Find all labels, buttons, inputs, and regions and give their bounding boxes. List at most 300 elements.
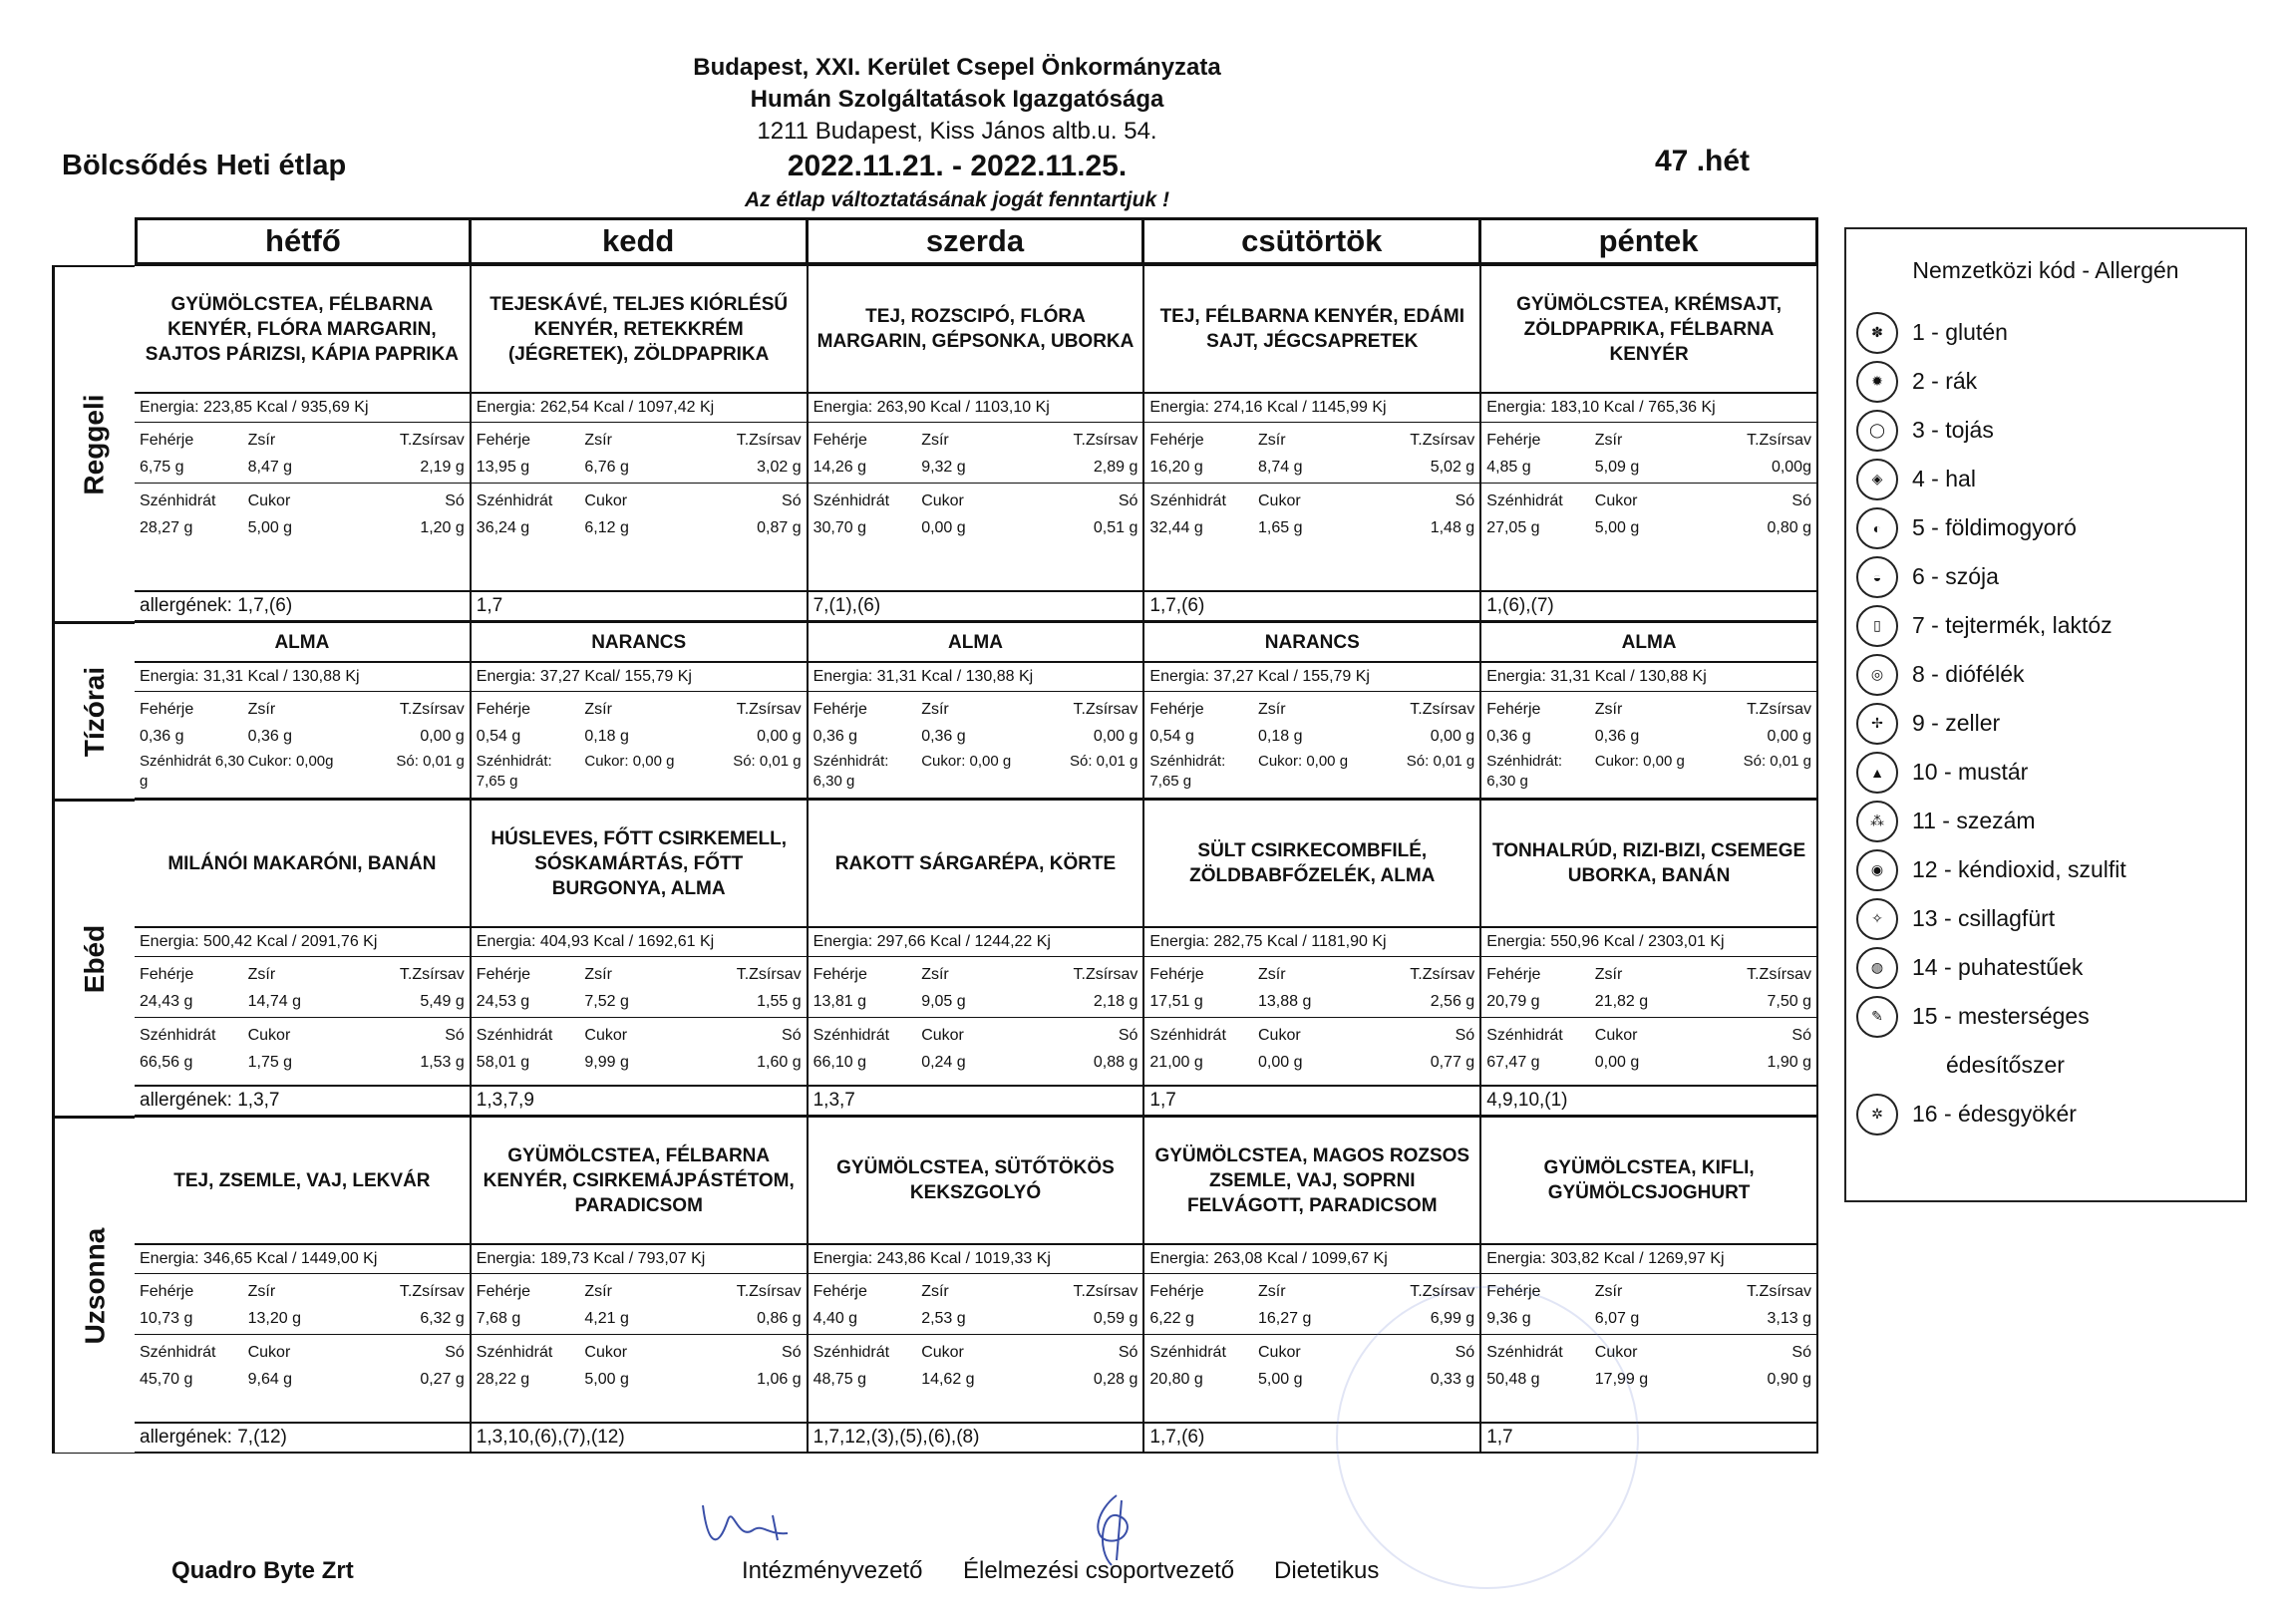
spacer [1481,1078,1816,1085]
nutrient-labels-2 [472,483,807,513]
meal-label-text: Reggeli [79,393,111,495]
legend-item-2 [1846,357,2245,406]
protein-value: 24,53 g [476,993,530,1010]
spacer [135,1395,470,1422]
sugar-label: Cukor [584,1027,628,1044]
spacer [1144,1078,1479,1085]
salt-label: Só [1118,1027,1138,1044]
carb-label: Szénhidrát [1149,492,1226,509]
legend-item-12 [1846,845,2245,894]
nutrient-labels-2 [1481,483,1816,513]
legend-label: 11 - szezám [1912,808,2036,833]
menu-text: TEJ, ZSEMLE, VAJ, LEKVÁR [135,1118,470,1245]
fat-label: Zsír [1257,1283,1286,1300]
fat-value: 0,36 g [1594,728,1640,745]
spacer [809,1395,1143,1422]
sugar-label: Cukor [247,1027,291,1044]
nutrient-values-1 [1144,722,1479,752]
nutrient-labels-1 [135,1274,470,1304]
salt-value: 0,28 g [1093,1371,1138,1388]
carb-label: Szénhidrát [812,1027,890,1044]
salt-value: 1,90 g [1767,1054,1811,1071]
tfat-value: 1,55 g [757,993,802,1010]
carb-label: Szénhidrát [140,492,216,509]
fat-value: 9,32 g [921,459,966,476]
salt-label: Só [1791,1027,1811,1044]
wheat-icon: ✽ [1856,312,1898,354]
menu-text: GYÜMÖLCSTEA, FÉLBARNA KENYÉR, FLÓRA MARGARIN, SAJTOS PÁRIZSI, KÁPIA PAPRIKA [135,266,470,394]
fat-label: Zsír [247,966,276,983]
protein-label: Fehérje [1149,432,1204,449]
legend-label: 4 - hal [1912,466,1976,491]
carb-label: Szénhidrát [812,492,890,509]
nutrient-labels-2 [135,1017,470,1048]
protein-value: 13,81 g [812,993,866,1010]
header-line1: Budapest, XXI. Kerület Csepel Önkormányzata [693,54,1221,81]
tfat-value: 0,00 g [757,728,802,745]
energy-value: Energia: 263,90 Kcal / 1103,10 Kj [809,394,1143,423]
nutrient-labels-1 [472,423,807,453]
carb-value: 20,80 g [1149,1371,1203,1388]
nutrient-values-2 [1481,1048,1816,1078]
menu-cell-reggeli-3 [1144,265,1481,622]
crab-icon: ✹ [1856,361,1898,403]
signature-label-dietitian: Dietetikus [1274,1557,1380,1584]
sugar-label: Cukor [1594,492,1638,509]
nutrient-labels-2 [472,1017,807,1048]
spacer [1144,543,1479,590]
salt-label: Só [1791,1344,1811,1361]
nutrient-values-2 [809,752,1143,792]
tfat-label: T.Zsírsav [399,432,465,449]
protein-value: 0,36 g [812,728,858,745]
energy-value: Energia: 243,86 Kcal / 1019,33 Kj [809,1245,1143,1274]
fat-label: Zsír [584,432,612,449]
sugar-value: 0,00 g [921,519,966,536]
menu-text: TONHALRÚD, RIZI-BIZI, CSEMEGE UBORKA, BANÁN [1481,801,1816,928]
signature-label-director: Intézményvezető [742,1557,923,1584]
salt-label: Só [445,492,465,509]
carb-value: 66,10 g [812,1054,866,1071]
nutrient-labels-1 [1481,423,1816,453]
fat-value: 13,20 g [247,1310,301,1327]
nutrient-labels-2 [809,1017,1143,1048]
legend-item-11 [1846,797,2245,845]
allergen-codes: allergének: 1,3,7 [135,1085,470,1115]
sulfite-icon: ◉ [1856,849,1898,891]
nutrient-values-1 [135,453,470,483]
menu-text: GYÜMÖLCSTEA, FÉLBARNA KENYÉR, CSIRKEMÁJPÁSTÉTOM, PARADICSOM [472,1118,807,1245]
milk-icon: ▯ [1856,605,1898,647]
nutrient-values-2 [472,752,807,792]
legend-label: 1 - glutén [1912,319,2008,345]
fat-value: 0,18 g [584,728,629,745]
protein-label: Fehérje [812,432,867,449]
nutrient-labels-1 [809,423,1143,453]
fat-label: Zsír [1594,966,1623,983]
nutrient-labels-2 [1144,483,1479,513]
fat-value: 21,82 g [1594,993,1649,1010]
fat-value: 0,36 g [247,728,293,745]
allergen-codes: 1,7,12,(3),(5),(6),(8) [809,1422,1143,1452]
allergen-codes: allergének: 1,7,(6) [135,590,470,620]
carb-value: Szénhidrát: 7,65 g [476,753,552,790]
menu-text: ALMA [809,623,1143,663]
protein-label: Fehérje [476,1283,531,1300]
tfat-label: T.Zsírsav [1747,701,1811,718]
menu-text: NARANCS [472,623,807,663]
nutrient-labels-1 [472,692,807,722]
legend-label: 2 - rák [1912,368,1978,394]
carb-value: 48,75 g [812,1371,866,1388]
sugar-label: Cukor [921,1344,964,1361]
carb-value: 21,00 g [1149,1054,1203,1071]
protein-label: Fehérje [1486,1283,1541,1300]
nutrient-labels-1 [472,1274,807,1304]
salt-label: Só [1455,492,1475,509]
salt-value: 0,88 g [1093,1054,1138,1071]
fat-label: Zsír [247,432,276,449]
allergen-legend [1844,227,2247,1202]
protein-value: 14,26 g [812,459,866,476]
sugar-value: 1,75 g [247,1054,293,1071]
fat-label: Zsír [584,966,612,983]
nutrient-labels-2 [809,1334,1143,1365]
protein-label: Fehérje [140,701,194,718]
sugar-value: 5,00 g [1594,519,1640,536]
fat-value: 14,74 g [247,993,301,1010]
energy-value: Energia: 550,96 Kcal / 2303,01 Kj [1481,928,1816,957]
fat-value: 16,27 g [1257,1310,1312,1327]
legend-item-1 [1846,308,2245,357]
protein-label: Fehérje [140,966,194,983]
sugar-value: 6,12 g [584,519,629,536]
legend-item-4 [1846,455,2245,503]
energy-value: Energia: 183,10 Kcal / 765,36 Kj [1481,394,1816,423]
tfat-value: 7,50 g [1767,993,1811,1010]
legend-label: 16 - édesgyökér [1912,1101,2077,1127]
carb-label: Szénhidrát [140,1027,216,1044]
nutrient-labels-1 [809,692,1143,722]
header-address: 1211 Budapest, Kiss János altb.u. 54. [757,118,1157,145]
salt-value: 0,80 g [1767,519,1811,536]
meal-label-tizorai [52,622,135,800]
allergen-codes: 1,3,7 [809,1085,1143,1115]
tfat-value: 5,02 g [1430,459,1475,476]
protein-value: 0,54 g [1149,728,1194,745]
menu-cell-uzsonna-1 [472,1117,809,1454]
carb-label: Szénhidrát [1486,1027,1563,1044]
nutrient-values-1 [1144,453,1479,483]
spacer [809,543,1143,590]
protein-label: Fehérje [476,966,531,983]
tfat-label: T.Zsírsav [736,1283,802,1300]
salt-label: Só [1455,1344,1475,1361]
egg-icon: ◯ [1856,410,1898,452]
salt-value: 1,48 g [1430,519,1475,536]
menu-cell-ebed-4 [1481,800,1818,1117]
nutrient-labels-1 [135,957,470,987]
carb-label: Szénhidrát [476,492,553,509]
fat-label: Zsír [1257,701,1286,718]
menu-cell-uzsonna-2 [809,1117,1145,1454]
salt-value: Só: 0,01 g [396,753,465,770]
nutrient-values-2 [135,1048,470,1078]
menu-text: ALMA [135,623,470,663]
sugar-value: 17,99 g [1594,1371,1649,1388]
tfat-label: T.Zsírsav [1747,432,1811,449]
tfat-label: T.Zsírsav [736,966,802,983]
allergen-codes: 1,7 [1144,1085,1479,1115]
fat-value: 0,18 g [1257,728,1303,745]
nutrient-labels-2 [472,1334,807,1365]
menu-cell-ebed-3 [1144,800,1481,1117]
protein-value: 20,79 g [1486,993,1540,1010]
carb-label: Szénhidrát [476,1027,553,1044]
spacer [472,1395,807,1422]
day-header-4: péntek [1481,217,1818,265]
carb-value: 45,70 g [140,1371,193,1388]
tfat-value: 0,00 g [1093,728,1138,745]
salt-value: Só: 0,01 g [1743,753,1811,770]
fat-label: Zsír [921,701,949,718]
sugar-label: Cukor [584,492,628,509]
meal-label-text: Ebéd [79,924,110,993]
day-header-3: csütörtök [1144,217,1481,265]
nutrient-values-1 [1481,722,1816,752]
nutrient-values-1 [809,1304,1143,1334]
tfat-label: T.Zsírsav [1073,966,1138,983]
table-corner [52,217,135,265]
week-number: 47 .hét [1655,145,1751,177]
tfat-label: T.Zsírsav [1747,1283,1811,1300]
signature-1 [698,1495,837,1555]
menu-text: GYÜMÖLCSTEA, MAGOS ROZSOS ZSEMLE, VAJ, SOPRNI FELVÁGOTT, PARADICSOM [1144,1118,1479,1245]
nutrient-labels-1 [809,957,1143,987]
nutrient-values-1 [135,987,470,1017]
sugar-value: Cukor: 0,00g [247,753,334,770]
fat-label: Zsír [584,701,612,718]
energy-value: Energia: 500,42 Kcal / 2091,76 Kj [135,928,470,957]
nutrient-values-2 [472,513,807,543]
fat-value: 4,21 g [584,1310,629,1327]
carb-label: Szénhidrát [1486,1344,1563,1361]
nutrient-values-2 [809,513,1143,543]
fat-label: Zsír [921,1283,949,1300]
document-header [558,52,1356,215]
nutrient-values-2 [135,513,470,543]
allergen-codes: 1,7 [1481,1422,1816,1452]
protein-value: 6,22 g [1149,1310,1194,1327]
mollusc-icon: ◍ [1856,947,1898,989]
allergen-codes: 1,7 [472,590,807,620]
nutrient-labels-1 [135,692,470,722]
peanut-icon: ◐ [1856,507,1898,549]
menu-cell-reggeli-4 [1481,265,1818,622]
sugar-value: 5,00 g [1257,1371,1303,1388]
salt-value: 1,60 g [757,1054,802,1071]
energy-value: Energia: 263,08 Kcal / 1099,67 Kj [1144,1245,1479,1274]
spacer [135,1078,470,1085]
legend-item-3 [1846,406,2245,455]
nutrient-labels-1 [809,1274,1143,1304]
carb-label: Szénhidrát [140,1344,216,1361]
legend-item-6 [1846,552,2245,601]
carb-label: Szénhidrát [1149,1027,1226,1044]
legend-label: 8 - diófélék [1912,661,2025,687]
sugar-value: 0,00 g [1257,1054,1303,1071]
fat-label: Zsír [1257,432,1286,449]
tfat-value: 5,49 g [420,993,465,1010]
menu-text: ALMA [1481,623,1816,663]
menu-text: GYÜMÖLCSTEA, KRÉMSAJT, ZÖLDPAPRIKA, FÉLBARNA KENYÉR [1481,266,1816,394]
fat-value: 7,52 g [584,993,629,1010]
legend-item-10 [1846,748,2245,797]
nutrient-values-1 [472,987,807,1017]
menu-cell-ebed-0 [135,800,472,1117]
nutrient-labels-2 [135,483,470,513]
salt-label: Só [782,1344,802,1361]
fat-value: 8,74 g [1257,459,1303,476]
menu-cell-uzsonna-0 [135,1117,472,1454]
tfat-value: 0,00g [1771,459,1811,476]
menu-cell-tizorai-1 [472,622,809,800]
nutrient-values-1 [472,1304,807,1334]
salt-value: 0,27 g [420,1371,465,1388]
salt-value: 0,33 g [1430,1371,1475,1388]
protein-value: 17,51 g [1149,993,1203,1010]
nutrient-values-2 [1481,513,1816,543]
meal-label-ebed [52,800,135,1117]
footer-company: Quadro Byte Zrt [171,1557,354,1584]
energy-value: Energia: 274,16 Kcal / 1145,99 Kj [1144,394,1479,423]
sugar-label: Cukor [1594,1027,1638,1044]
sugar-label: Cukor [921,492,964,509]
salt-label: Só [1118,1344,1138,1361]
nutrient-values-2 [809,1365,1143,1395]
energy-value: Energia: 297,66 Kcal / 1244,22 Kj [809,928,1143,957]
fat-label: Zsír [584,1283,612,1300]
tfat-value: 0,00 g [1767,728,1811,745]
menu-text: TEJESKÁVÉ, TELJES KIÓRLÉSŰ KENYÉR, RETEKKRÉM (JÉGRETEK), ZÖLDPAPRIKA [472,266,807,394]
nutrient-values-1 [135,1304,470,1334]
menu-text: GYÜMÖLCSTEA, SÜTŐTÖKÖS KEKSZGOLYÓ [809,1118,1143,1245]
legend-label: 9 - zeller [1912,710,2001,736]
menu-text: SÜLT CSIRKECOMBFILÉ, ZÖLDBABFŐZELÉK, ALMA [1144,801,1479,928]
tfat-label: T.Zsírsav [736,432,802,449]
fish-icon: ◈ [1856,459,1898,500]
carb-value: 30,70 g [812,519,866,536]
carb-value: 67,47 g [1486,1054,1540,1071]
allergen-codes: 1,(6),(7) [1481,590,1816,620]
legend-label: 5 - földimogyoró [1912,514,2077,540]
protein-value: 0,36 g [140,728,184,745]
carb-label: Szénhidrát [812,1344,890,1361]
nutrient-labels-2 [1144,1017,1479,1048]
nutrient-values-1 [809,722,1143,752]
legend-item-16 [1846,1090,2245,1138]
legend-item-8 [1846,650,2245,699]
menu-text: TEJ, FÉLBARNA KENYÉR, EDÁMI SAJT, JÉGCSAPRETEK [1144,266,1479,394]
fat-label: Zsír [1257,966,1286,983]
legend-label: 15 - mesterséges [1912,1003,2090,1029]
salt-label: Só [1791,492,1811,509]
salt-value: 0,77 g [1430,1054,1475,1071]
fat-value: 13,88 g [1257,993,1312,1010]
carb-value: 50,48 g [1486,1371,1540,1388]
tfat-label: T.Zsírsav [1073,1283,1138,1300]
menu-cell-reggeli-2 [809,265,1145,622]
legend-item-15 [1846,992,2245,1041]
protein-value: 13,95 g [476,459,530,476]
energy-value: Energia: 37,27 Kcal / 155,79 Kj [1144,663,1479,692]
carb-label: Szénhidrát [476,1344,553,1361]
header-line2: Humán Szolgáltatások Igazgatósága [750,86,1164,113]
salt-label: Só [1455,1027,1475,1044]
protein-label: Fehérje [812,966,867,983]
protein-label: Fehérje [812,701,867,718]
nutrient-values-2 [135,1365,470,1395]
meal-label-text: Tízórai [79,666,111,757]
legend-list [1846,308,2245,1138]
page-title: Bölcsődés Heti étlap [62,150,347,181]
nutrient-values-2 [1144,1048,1479,1078]
fat-label: Zsír [921,966,949,983]
fat-value: 6,76 g [584,459,629,476]
sugar-label: Cukor [921,1027,964,1044]
celery-icon: ✢ [1856,703,1898,745]
tfat-label: T.Zsírsav [1073,701,1138,718]
legend-item-5 [1846,503,2245,552]
fat-value: 9,05 g [921,993,966,1010]
allergen-codes: 4,9,10,(1) [1481,1085,1816,1115]
fat-label: Zsír [1594,701,1623,718]
protein-label: Fehérje [140,1283,194,1300]
fat-value: 6,07 g [1594,1310,1640,1327]
tfat-value: 6,99 g [1430,1310,1475,1327]
mustard-icon: ▲ [1856,752,1898,794]
nutrient-values-2 [472,1365,807,1395]
sugar-value: Cukor: 0,00 g [1257,753,1349,770]
licorice-icon: ✲ [1856,1094,1898,1136]
legend-title: Nemzetközi kód - Allergén [1912,257,2179,283]
legend-item-15-cont: édesítőszer [1946,1052,2065,1078]
legend-label: 3 - tojás [1912,417,1994,443]
nutrient-labels-1 [1144,423,1479,453]
legend-label: 10 - mustár [1912,759,2029,785]
menu-cell-tizorai-2 [809,622,1145,800]
tfat-label: T.Zsírsav [1410,1283,1475,1300]
protein-value: 10,73 g [140,1310,193,1327]
menu-cell-tizorai-0 [135,622,472,800]
sugar-value: 0,24 g [921,1054,966,1071]
day-header-2: szerda [809,217,1145,265]
allergen-codes: 1,3,7,9 [472,1085,807,1115]
menu-cell-reggeli-1 [472,265,809,622]
sesame-icon: ⁂ [1856,801,1898,842]
meal-label-reggeli [52,265,135,622]
sugar-value: 5,00 g [247,519,293,536]
sugar-label: Cukor [247,492,291,509]
nutrient-values-2 [135,752,470,792]
tfat-value: 0,00 g [1430,728,1475,745]
menu-cell-tizorai-4 [1481,622,1818,800]
fat-label: Zsír [1594,1283,1623,1300]
nutrient-values-2 [1481,752,1816,792]
energy-value: Energia: 223,85 Kcal / 935,69 Kj [135,394,470,423]
sugar-label: Cukor [1257,492,1301,509]
protein-label: Fehérje [812,1283,867,1300]
